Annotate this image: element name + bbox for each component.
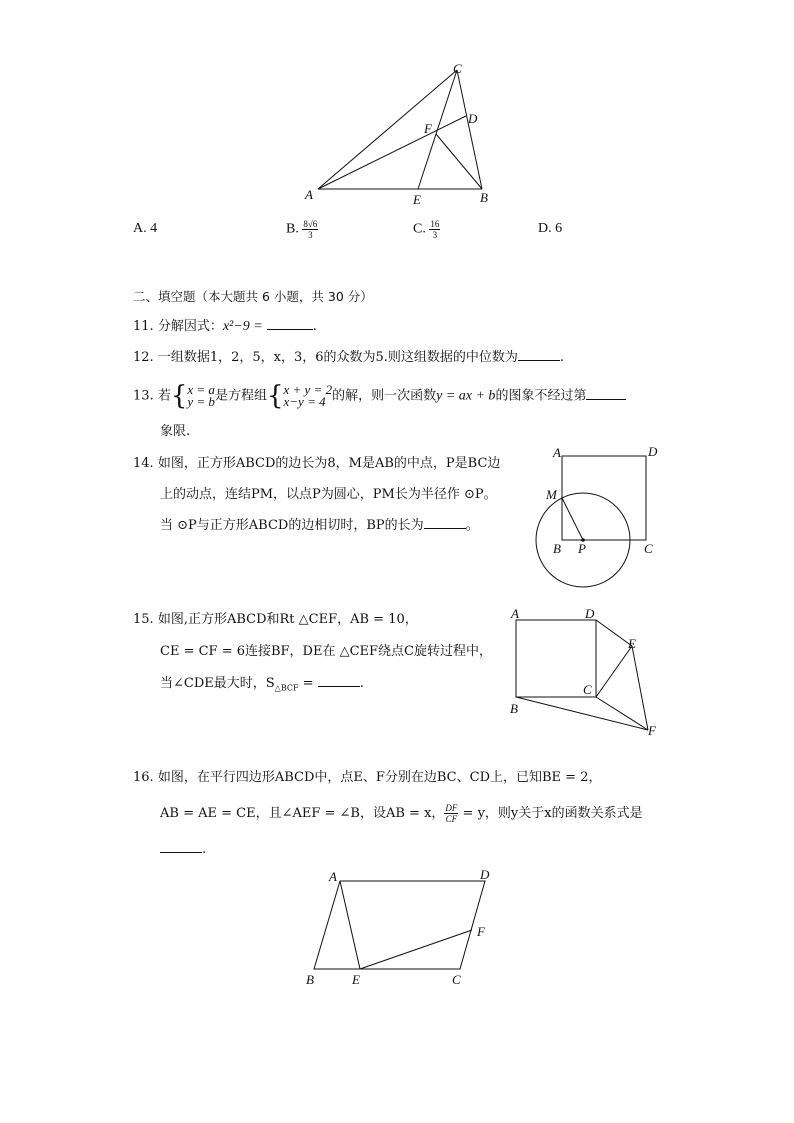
seg-CE (596, 646, 632, 697)
question-12 (133, 348, 564, 368)
q16-line1-text: 如图，在平行四边形ABCD中，点E、F分别在边BC、CD上，已知BE = 2， (157, 770, 602, 785)
label-E: E (413, 192, 421, 207)
choice-c-fraction: $\frac{16}{3}$ (430, 219, 440, 240)
q13-number: 13. (133, 388, 154, 404)
seg-DE (596, 620, 632, 646)
q15-eq: = (298, 676, 318, 691)
q11-number: 11. (133, 319, 154, 334)
q16-label-E: E (352, 972, 360, 987)
q16-line3 (160, 840, 206, 860)
section-title: 二、填空题（本大题共 6 小题，共 30 分） (133, 289, 373, 304)
seg-BF (516, 697, 648, 730)
seg-CB (457, 70, 482, 189)
q15-label-E: E (628, 636, 636, 651)
q11-expr: x²−9 = (222, 319, 263, 334)
q14-label-C: C (644, 541, 653, 556)
q15-figure (500, 600, 670, 745)
choice-b-label: B. (286, 221, 299, 237)
q15-end: . (359, 676, 364, 691)
q13-post: 的解，则一次函数 (332, 388, 437, 404)
label-B: B (480, 190, 488, 205)
q15-label-C: C (583, 682, 592, 697)
q13-brace-2: { (266, 381, 284, 411)
q15-label-F: F (648, 723, 656, 738)
q11-end: . (312, 319, 317, 334)
choice-b (286, 219, 318, 240)
q13-answer-blank (586, 387, 626, 400)
q12-end: . (559, 350, 565, 365)
q16-number: 16. (133, 770, 154, 785)
seg-FB (436, 134, 482, 189)
q14-line3-text: 当 ⊙P与正方形ABCD的边相切时，BP的长为 (160, 518, 424, 533)
q14-label-A: A (553, 445, 561, 460)
q16-figure (300, 862, 500, 992)
choice-d (538, 219, 562, 239)
label-C: C (453, 61, 462, 76)
q16-label-D: D (480, 867, 490, 882)
q16-line2a: AB = AE = CE，且∠AEF = ∠B，设AB = x， (160, 806, 445, 821)
q15-answer-blank (318, 674, 360, 687)
q14-number: 14. (133, 456, 154, 471)
q14-line3-end: 。 (465, 518, 479, 533)
q12-number: 12. (133, 350, 154, 365)
q16-line2 (160, 803, 643, 824)
label-F: F (424, 121, 432, 136)
seg-PM (562, 498, 583, 540)
q16-line1 (133, 768, 601, 788)
q13-brace-1: { (170, 381, 188, 411)
choice-a-label: A. (133, 221, 147, 236)
seg-AC (318, 70, 457, 189)
q13-func: y = ax + b (436, 388, 496, 404)
q15-number: 15. (133, 612, 154, 627)
q16-label-A: A (329, 869, 337, 884)
q14-line1 (133, 454, 500, 474)
seg-EF (632, 646, 648, 730)
q16-label-F: F (477, 924, 485, 939)
q15-line2: CE = CF = 6连接BF，DE在 △CEF绕点C旋转过程中， (160, 644, 493, 659)
q13-post2: 的图象不经过第 (495, 388, 587, 404)
q16-end: . (202, 842, 207, 857)
q13-system-2: x + y = 2 x−y = 4 (283, 382, 333, 409)
q16-answer-blank (160, 840, 202, 853)
q15-line3-text: 当∠CDE最大时，S (160, 676, 275, 691)
q14-label-P: P (578, 541, 586, 556)
q14-label-B: B (553, 541, 561, 556)
q14-line2: 上的动点，连结PM，以点P为圆心，PM长为半径作 ⊙P。 (160, 487, 497, 502)
q14-label-M: M (546, 487, 557, 502)
top-triangle-figure (300, 58, 500, 208)
choice-a-value: 4 (150, 221, 158, 236)
q15-label-A: A (511, 606, 519, 621)
parallelogram-ABCD (314, 881, 485, 969)
seg-EF (360, 930, 472, 969)
q13-system-1: x = a y = b (187, 382, 215, 409)
label-A: A (305, 187, 313, 202)
q14-line3 (160, 516, 479, 536)
q16-fraction: $\frac{DF}{CF}$ (445, 803, 458, 824)
choice-c-label: C. (413, 221, 426, 237)
choice-b-fraction: $\frac{8√6}{3}$ (303, 219, 318, 240)
q16-line2b: = y，则y关于x的函数关系式是 (458, 806, 643, 821)
seg-AE (340, 881, 360, 969)
q16-label-C: C (452, 972, 461, 987)
question-13 (133, 381, 626, 411)
choice-a (133, 219, 157, 239)
seg-AD (318, 116, 466, 189)
choice-c (413, 219, 440, 240)
q12-answer-blank (518, 348, 560, 361)
q14-line1-text: 如图，正方形ABCD的边长为8，M是AB的中点，P是BC边 (157, 456, 501, 471)
q13-mid: 是方程组 (214, 388, 267, 404)
q13-line2: 象限. (160, 424, 191, 439)
seg-CF (596, 697, 648, 730)
q14-answer-blank (424, 516, 466, 529)
label-D: D (468, 111, 478, 126)
q14-label-D: D (648, 444, 658, 459)
q11-answer-blank (267, 317, 313, 330)
q12-text: 一组数据1，2，5，x，3，6的众数为5.则这组数据的中位数为 (157, 350, 518, 365)
choice-d-label: D. (538, 221, 552, 236)
q15-line1-text: 如图,正方形ABCD和Rt △CEF，AB = 10， (157, 612, 418, 627)
q15-label-B: B (510, 701, 518, 716)
q16-label-B: B (306, 972, 314, 987)
q15-line1 (133, 610, 418, 630)
q13-pre: 若 (157, 388, 171, 404)
q15-subscript: △BCF (274, 683, 299, 693)
q15-line3 (160, 674, 364, 699)
choice-d-value: 6 (555, 221, 563, 236)
q11-text: 分解因式： (157, 319, 223, 334)
q14-figure (530, 440, 670, 592)
q15-label-D: D (585, 606, 595, 621)
question-11 (133, 317, 317, 337)
